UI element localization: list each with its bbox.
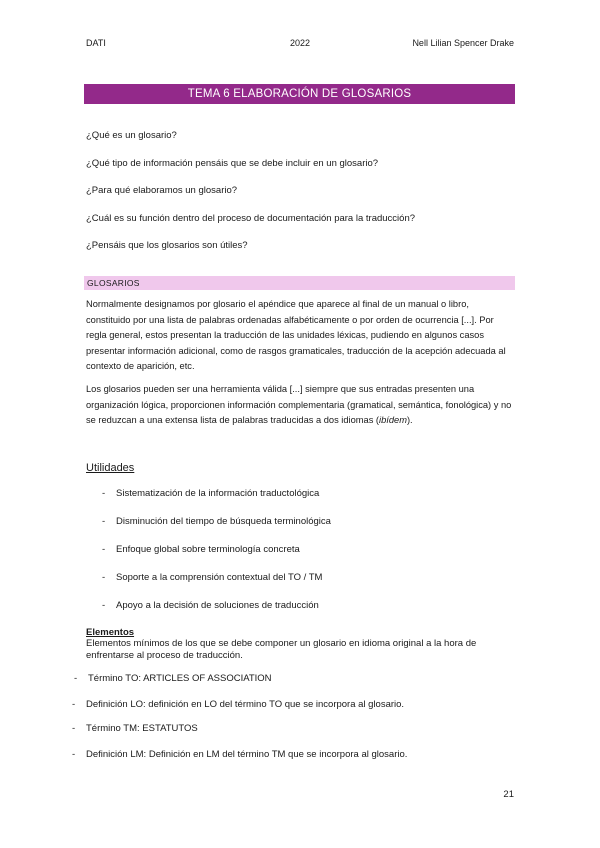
paragraph-definition (86, 297, 514, 375)
header-year: 2022 (289, 38, 311, 48)
header-course: DATI (86, 38, 106, 48)
paragraph-2-main: Los glosarios pueden ser una herramienta válida [...] siempre que sus entradas presenten una organización lógica, proporcionen información complementaria (gramatical, semántica, fonológica) y no se reduzcan a una extensa lista de palabras traducidas a dos idiomas ( (86, 384, 512, 425)
paragraph-2-text (86, 382, 514, 429)
elementos-intro: Elementos mínimos de los que se debe componer un glosario en idioma original a la hora de enfrentarse al proceso de traducción. (86, 638, 477, 661)
list-item: - Definición LM: Definición en LM del término TM que se incorpora al glosario. (72, 749, 408, 760)
list-item: - Término TM: ESTATUTOS (72, 723, 198, 734)
paragraph-2-citation: ibídem (379, 415, 407, 425)
utilidades-heading: Utilidades (86, 462, 135, 474)
utilidad-1: Sistematización de la información traductológica (116, 488, 320, 499)
question-5: ¿Pensáis que los glosarios son útiles? (86, 240, 248, 251)
question-2: ¿Qué tipo de información pensáis que se debe incluir en un glosario? (86, 158, 379, 169)
page-header (86, 38, 514, 52)
list-item: - Definición LO: definición en LO del término TO que se incorpora al glosario. (72, 699, 405, 710)
list-item: - Sistematización de la información traductológica (102, 488, 320, 499)
question-1: ¿Qué es un glosario? (86, 130, 177, 141)
elemento-3: Término TM: ESTATUTOS (86, 723, 198, 734)
question-4: ¿Cuál es su función dentro del proceso de documentación para la traducción? (86, 213, 416, 224)
elemento-4: Definición LM: Definición en LM del término TM que se incorpora al glosario. (86, 749, 408, 760)
list-item: - Enfoque global sobre terminología concreta (102, 544, 300, 555)
header-author: Nell Lilian Spencer Drake (412, 38, 514, 48)
utilidad-2: Disminución del tiempo de búsqueda terminológica (116, 516, 331, 527)
utilidad-4: Soporte a la comprensión contextual del TO / TM (116, 572, 323, 583)
paragraph-1-text: Normalmente designamos por glosario el apéndice que aparece al final de un manual o libro, constituido por una lista de palabras ordenadas alfabéticamente o por orden de ocurrencia [...]. Por regla general, estos presentan la traducción de las unidades léxicas, pudiendo en algunos casos presentar información adicional, como de rasgos gramaticales, traducción de la acepción adecuada al contexto de aparición, etc. (86, 299, 506, 371)
list-item: - Término TO: ARTICLES OF ASSOCIATION (74, 673, 272, 684)
page-number: 21 (503, 789, 514, 800)
list-item: - Apoyo a la decisión de soluciones de traducción (102, 600, 319, 611)
question-3: ¿Para qué elaboramos un glosario? (86, 185, 238, 196)
list-item: - Soporte a la comprensión contextual del TO / TM (102, 572, 323, 583)
elemento-1: Término TO: ARTICLES OF ASSOCIATION (88, 673, 272, 684)
paragraph-usefulness (86, 382, 514, 429)
page-title: TEMA 6 ELABORACIÓN DE GLOSARIOS (84, 84, 515, 104)
section-label-glosarios: GLOSARIOS (84, 276, 515, 290)
utilidad-3: Enfoque global sobre terminología concreta (116, 544, 300, 555)
elemento-2: Definición LO: definición en LO del término TO que se incorpora al glosario. (86, 699, 405, 710)
paragraph-2-end: ). (406, 415, 413, 425)
elementos-heading: Elementos (86, 627, 135, 638)
list-item: - Disminución del tiempo de búsqueda terminológica (102, 516, 331, 527)
utilidad-5: Apoyo a la decisión de soluciones de traducción (116, 600, 319, 611)
